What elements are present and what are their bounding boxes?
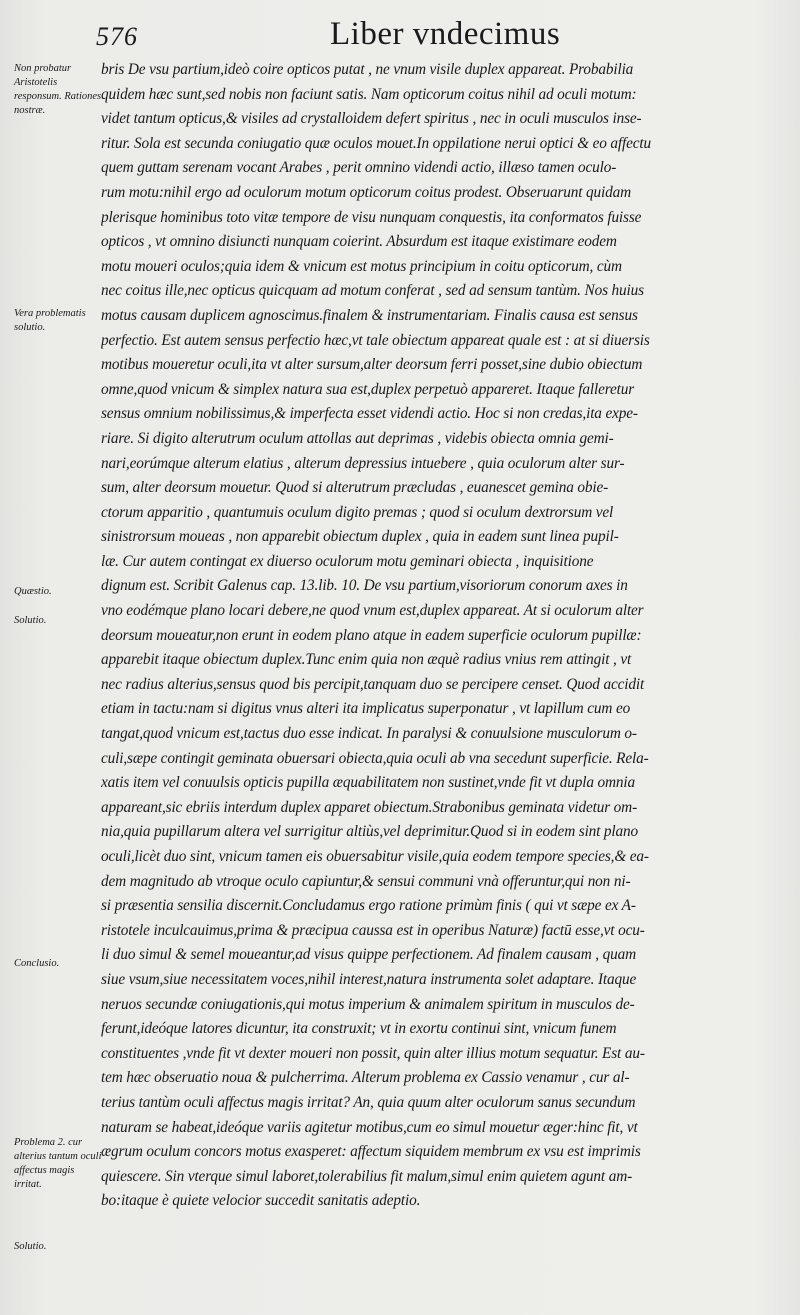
margin-notes — [0, 0, 100, 1315]
main-text-block — [101, 58, 789, 1214]
text-line: nec radius alterius,sensus quod bis percipit,tanquam duo se percipere censet. Quod accidit — [101, 675, 645, 693]
text-line: opticos , vt omnino disiuncti nunquam coierint. Absurdum est itaque existimare eodem — [101, 233, 617, 251]
text-line: ritur. Sola est secunda coniugatio quæ oculos mouet.In oppilatione nerui optici & eo affectu — [101, 134, 651, 152]
text-line: dignum est. Scribit Galenus cap. 13.lib. 10. De vsu partium,visoriorum conorum axes in — [101, 577, 628, 595]
text-line: quiescere. Sin vterque simul laboret,tolerabilius fit malum,simul enim quietem agunt am- — [101, 1167, 633, 1185]
text-line: quem guttam serenam vocant Arabes , perit omnino videndi actio, illæso tamen oculo- — [101, 159, 617, 177]
margin-note: Vera problematis solutio. — [14, 308, 86, 333]
text-line: apparebit itaque obiectum duplex.Tunc enim quia non æquè radius vnius rem attingit , vt — [101, 651, 632, 669]
text-line: tangat,quod vnicum est,tactus duo esse indicat. In paralysi & conuulsione musculorum o- — [101, 725, 637, 743]
text-line: li duo simul & semel moueantur,ad visus quippe perfectionem. Ad finalem causam , quam — [101, 946, 637, 964]
text-line: culi,sæpe contingit geminata obuersari obiecta,quia oculi ab vna secedunt superficie. Rela- — [101, 749, 649, 767]
margin-note: Non probatur Aristotelis responsum. Rationes nostræ. — [14, 63, 102, 116]
text-line: appareant,sic ebriis interdum duplex apparet obiectum.Strabonibus geminata videtur om- — [101, 798, 638, 816]
text-line: motus causam duplicem agnoscimus.finalem & instrumentariam. Finalis causa est sensus — [101, 306, 638, 324]
text-line: nia,quia pupillarum altera vel surrigitur altiùs,vel deprimitur.Quod si in eodem sint plano — [101, 823, 639, 841]
text-line: xatis item vel conuulsis opticis pupilla æquabilitatem non sustinet,vnde fit vt dupla omnia — [101, 774, 636, 792]
text-line: bo:itaque è quiete velocior succedit sanitatis adeptio. — [101, 1192, 421, 1210]
text-line: vno eodémque plano locari debere,ne quod vnum est,duplex appareat. At si oculorum alter — [101, 602, 644, 620]
text-line: ctorum apparitio , quantumuis oculum digito premas ; quod si oculum dextrorsum vel — [101, 503, 614, 521]
text-line: riare. Si digito alterutrum oculum attollas aut deprimas , videbis obiecta omnia gemi- — [101, 429, 614, 447]
text-line: constituentes ,vnde fit vt dexter moueri non possit, quin alter illius motum sequatur. Est au- — [101, 1044, 645, 1062]
margin-note: Quæstio. — [14, 586, 52, 597]
text-line: nec coitus ille,nec opticus quicquam ad motum conferat , sed ad sensum tantùm. Nos huius — [101, 282, 644, 300]
text-line: oculi,licèt duo sint, vnicum tamen eis obuersabitur visile,quia eodem tempore species,& ea- — [101, 848, 649, 865]
margin-note: Conclusio. — [14, 958, 60, 969]
text-line: etiam in tactu:nam si digitus vnus alteri ita implicatus superponatur , vt lapillum cum eo — [101, 700, 631, 718]
page-header — [0, 14, 800, 54]
text-line: siue vsum,siue necessitatem voces,nihil interest,natura instrumenta solet adaptare. Itaque — [101, 970, 637, 988]
text-line: læ. Cur autem contingat ex diuerso oculorum motu geminari obiecta , inquisitione — [101, 552, 594, 570]
text-line: motu moueri oculos;quia idem & vnicum est motus principium in coitu opticorum, cùm — [101, 257, 622, 275]
text-line: quidem hæc sunt,sed nobis non faciunt satis. Nam opticorum coitus nihil ad oculi motum: — [101, 85, 637, 103]
text-line: deorsum moueatur,non erunt in eodem plano atque in eadem superficie oculorum pupillæ: — [101, 626, 642, 644]
text-line: ægrum oculum concors motus exasperet: affectum siquidem membrum ex vsu est imprimis — [101, 1143, 641, 1161]
text-line: dem magnitudo ab vtroque oculo capiuntur,& sensui communi vnà offeruntur,qui non ni- — [101, 872, 631, 890]
text-line: neruos secundæ coniugationis,qui motus imperium & animalem spiritum in musculos de- — [101, 995, 635, 1013]
text-line: ristotele inculcauimus,prima & præcipua caussa est in operibus Naturæ) factū esse,vt ocu- — [101, 921, 645, 939]
text-line: terius tantùm oculi affectus magis irritat? An, quia quum alter oculorum sanus secundum — [101, 1093, 636, 1111]
running-head: Liber vndecimus — [330, 16, 561, 52]
text-line: nari,eorúmque alterum elatius , alterum depressius intuebere , quia oculorum alter sur- — [101, 454, 625, 472]
text-line: sinistrorsum moueas , non apparebit obiectum duplex , quia in eadem sunt linea pupil- — [101, 528, 619, 546]
text-line: bris De vsu partium,ideò coire opticos putat , ne vnum visile duplex appareat. Probabilia — [101, 61, 634, 78]
page-number: 576 — [96, 22, 138, 51]
text-line: rum motu:nihil ergo ad oculorum motum opticorum coitus prodest. Obseruarunt quidam — [101, 183, 632, 201]
text-line: sum, alter deorsum mouetur. Quod si alterutrum præcludas , euanescet gemina obie- — [101, 479, 609, 497]
margin-note: Solutio. — [14, 615, 47, 626]
text-line: videt tantum opticus,& visiles ad crystalloidem defert spiritus , nec in oculi musculos inse- — [101, 110, 642, 128]
text-line: omne,quod vnicum & simplex natura sua est,duplex perpetuò appareret. Itaque falleretur — [101, 380, 635, 398]
text-line: naturam se habeat,ideóque variis agitetur motibus,cum eo simul mouetur æger:hinc fit, vt — [101, 1118, 638, 1136]
text-line: motibus moueretur oculi,ita vt alter sursum,alter deorsum ferri posset,sine dubio obiectum — [101, 356, 643, 374]
text-line: ferunt,ideóque latores dicuntur, ita construxit; vt in exortu continui sint, vnicum funem — [101, 1020, 617, 1038]
text-line: sensus omnium nobilissimus,& imperfecta esset videndi actio. Hoc si non credas,ita expe- — [101, 405, 638, 423]
margin-note: Solutio. — [14, 1241, 47, 1252]
text-line: plerisque hominibus toto vitæ tempore de visu nunquam conquestis, ita conformatos fuisse — [101, 208, 642, 226]
text-line: si præsentia sensilia discernit.Concludamus ergo ratione primùm finis ( qui vt sæpe ex A- — [101, 897, 636, 915]
text-line: perfectio. Est autem sensus perfectio hæc,vt tale obiectum appareat quale est : at si diuersis — [101, 331, 650, 349]
text-line: tem hæc obseruatio noua & pulcherrima. Alterum problema ex Cassio venamur , cur al- — [101, 1069, 630, 1087]
margin-note: Problema 2. cur alterius tantum oculi affectus magis irritat. — [14, 1137, 102, 1190]
